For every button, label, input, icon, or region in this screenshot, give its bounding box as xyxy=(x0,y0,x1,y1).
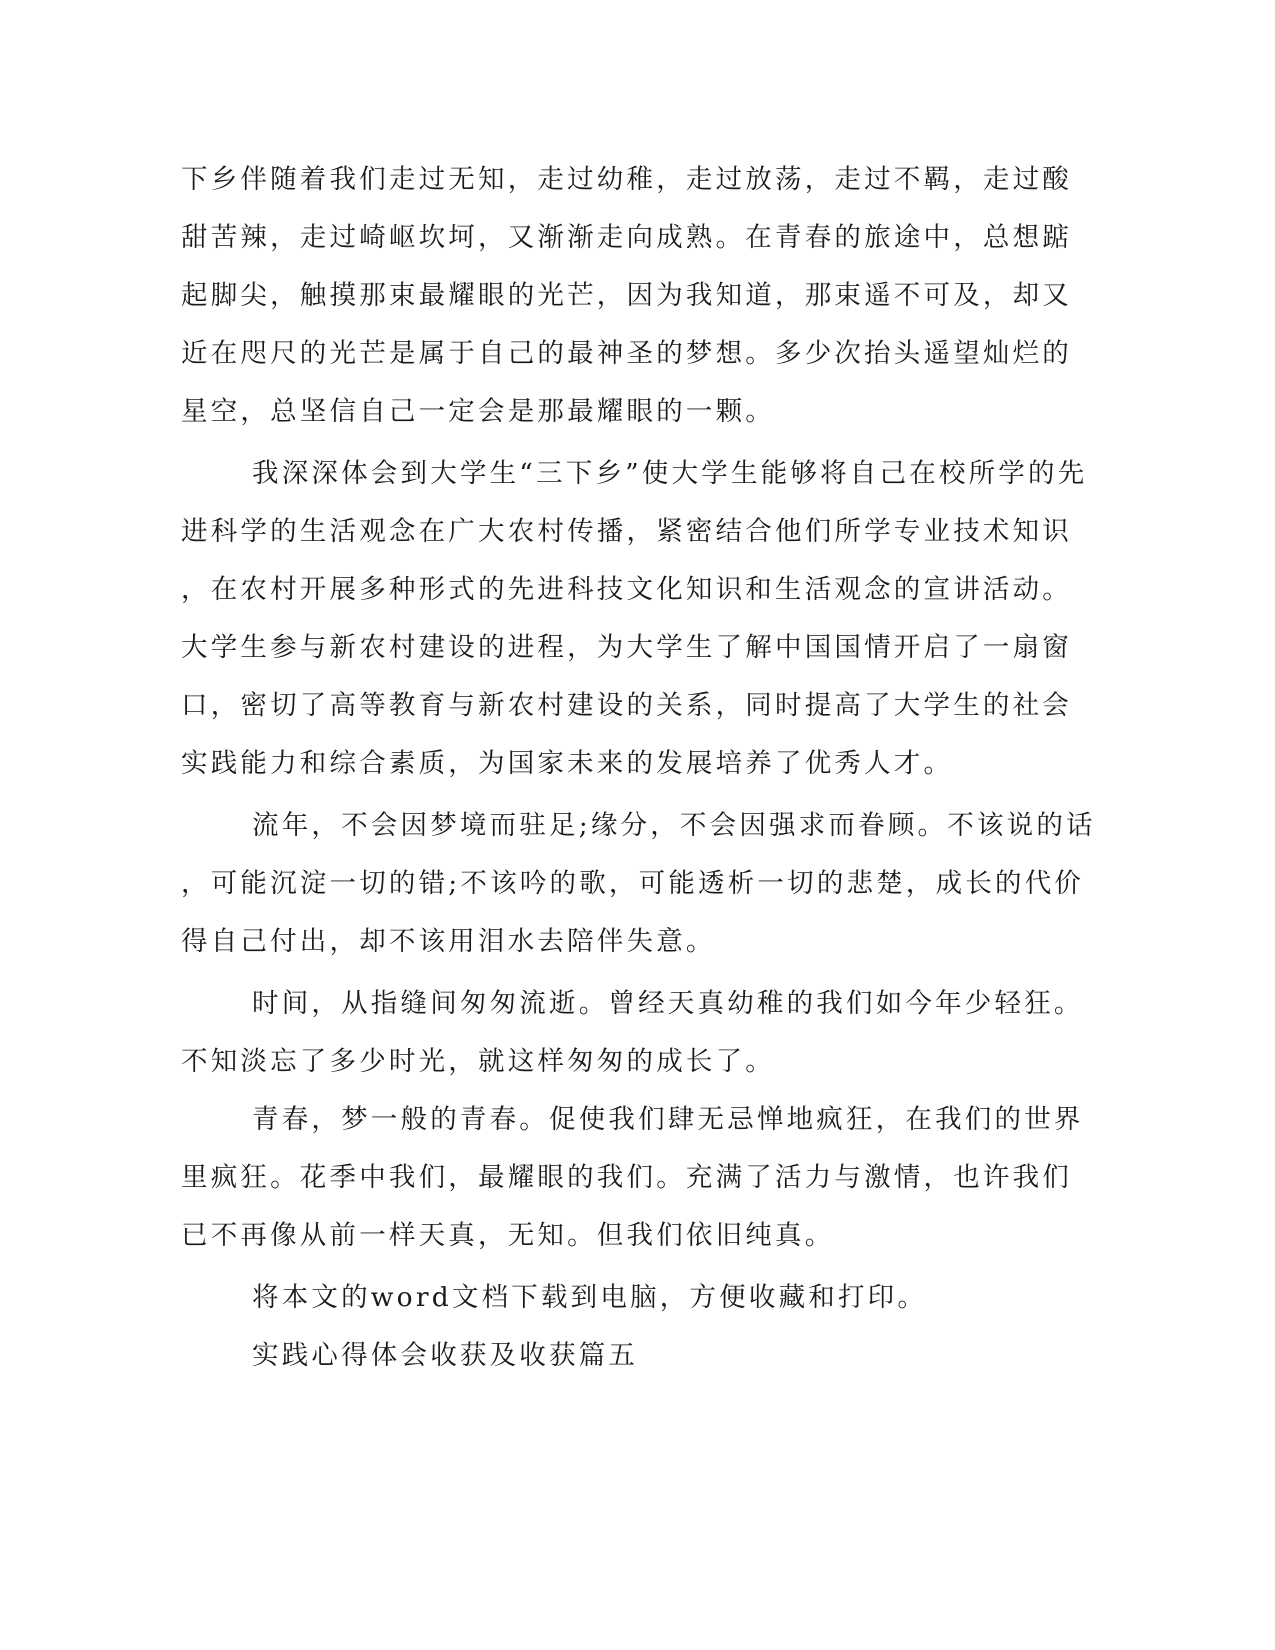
paragraph-line: 近在咫尺的光芒是属于自己的最神圣的梦想。多少次抬头遥望灿烂的 xyxy=(181,338,1072,369)
paragraph-line: 大学生参与新农村建设的进程，为大学生了解中国国情开启了一扇窗 xyxy=(181,632,1072,663)
paragraph-line: 实践能力和综合素质，为国家未来的发展培养了优秀人才。 xyxy=(181,748,954,779)
paragraph-line: 里疯狂。花季中我们，最耀眼的我们。充满了活力与激情，也许我们 xyxy=(181,1162,1072,1193)
paragraph-line: 口，密切了高等教育与新农村建设的关系，同时提高了大学生的社会 xyxy=(181,690,1072,721)
download-note: 将本文的word文档下载到电脑，方便收藏和打印。 xyxy=(252,1282,928,1313)
paragraph-line: 星空，总坚信自己一定会是那最耀眼的一颗。 xyxy=(181,396,775,427)
paragraph-line: 青春，梦一般的青春。促使我们肆无忌惮地疯狂，在我们的世界 xyxy=(252,1104,1084,1135)
paragraph-line: 进科学的生活观念在广大农村传播，紧密结合他们所学专业技术知识 xyxy=(181,516,1072,547)
paragraph-line: 起脚尖，触摸那束最耀眼的光芒，因为我知道，那束遥不可及，却又 xyxy=(181,280,1072,311)
paragraph-line: ，可能沉淀一切的错;不该吟的歌，可能透析一切的悲楚，成长的代价 xyxy=(181,868,1085,899)
paragraph-line: 得自己付出，却不该用泪水去陪伴失意。 xyxy=(181,926,716,957)
paragraph-line: 流年，不会因梦境而驻足;缘分，不会因强求而眷顾。不该说的话 xyxy=(252,810,1096,841)
paragraph-line: 下乡伴随着我们走过无知，走过幼稚，走过放荡，走过不羁，走过酸 xyxy=(181,164,1072,195)
paragraph-line: 甜苦辣，走过崎岖坎坷，又渐渐走向成熟。在青春的旅途中，总想踮 xyxy=(181,222,1072,253)
paragraph-line: ，在农村开展多种形式的先进科技文化知识和生活观念的宣讲活动。 xyxy=(181,574,1072,605)
paragraph-line: 我深深体会到大学生“三下乡”使大学生能够将自己在校所学的先 xyxy=(252,458,1088,489)
paragraph-line: 不知淡忘了多少时光，就这样匆匆的成长了。 xyxy=(181,1046,775,1077)
paragraph-line: 已不再像从前一样天真，无知。但我们依旧纯真。 xyxy=(181,1220,835,1251)
section-heading: 实践心得体会收获及收获篇五 xyxy=(252,1340,639,1371)
paragraph-line: 时间，从指缝间匆匆流逝。曾经天真幼稚的我们如今年少轻狂。 xyxy=(252,988,1084,1019)
